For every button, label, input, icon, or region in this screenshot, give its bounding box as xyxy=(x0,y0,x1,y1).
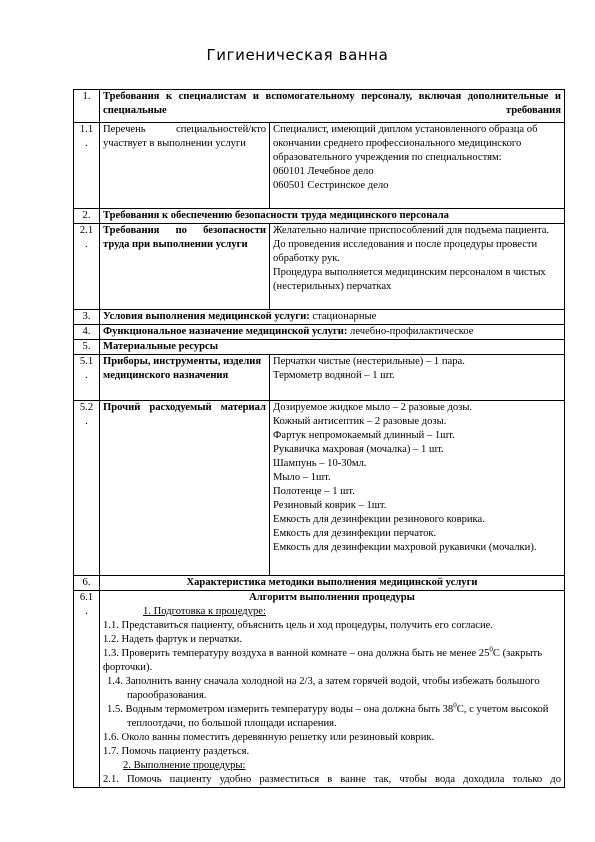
algorithm-step: 1.2. Надеть фартук и перчатки. xyxy=(103,634,242,645)
algorithm-step: 1.1. Представиться пациенту, объяснить цель и ход процедуры, получить его согласие. xyxy=(103,620,494,631)
row-content xyxy=(270,123,565,209)
section-heading xyxy=(100,310,565,325)
content-line: Шампунь – 10-30мл. xyxy=(273,458,367,469)
row-number: 4. xyxy=(74,325,100,340)
algorithm-step: 1.6. Около ванны поместить деревянную решетку или резиновый коврик. xyxy=(103,732,435,743)
content-line: 060501 Сестринское дело xyxy=(273,180,389,191)
content-line: Желательно наличие приспособлений для подъема пациента. xyxy=(273,225,550,236)
algorithm-heading: Алгоритм выполнения процедуры xyxy=(249,592,415,603)
table-row xyxy=(74,123,565,209)
procedure-table xyxy=(73,89,565,788)
algorithm-step: 1.3. Проверить температуру воздуха в ванной комнате – она должна быть не менее $25^0С$ (закрыть форточки). xyxy=(103,645,543,673)
algorithm-step: 1.5. Водным термометром измерить температуру воды – она должна быть $38^0С$, с учетом высокой теплоотдачи, по большой площади испарения. xyxy=(107,701,549,729)
content-line: Полотенце – 1 шт. xyxy=(273,486,355,497)
table-row xyxy=(74,325,565,340)
content-line: Процедура выполняется медицинским персоналом в чистых (нестерильных) перчатках xyxy=(273,267,546,292)
table-row xyxy=(74,209,565,224)
step-group-title: 2. Выполнение процедуры: xyxy=(123,760,246,771)
section-heading: Материальные ресурсы xyxy=(100,340,565,355)
section-heading: Характеристика методики выполнения медицинской услуги xyxy=(100,576,565,591)
table-row xyxy=(74,340,565,355)
row-number: 6.1 . xyxy=(74,591,100,788)
row-number: 5.2 . xyxy=(74,401,100,576)
content-line: Кожный антисептик – 2 разовые дозы. xyxy=(273,416,447,427)
row-label: Требования по безопасности труда при выполнении услуги xyxy=(100,224,270,310)
algorithm-step: 1.7. Помочь пациенту раздеться. xyxy=(103,746,250,757)
row-content xyxy=(270,401,565,576)
content-line: Термометр водяной – 1 шт. xyxy=(273,370,395,381)
row-number: 1.1 . xyxy=(74,123,100,209)
section-heading xyxy=(100,325,565,340)
row-number: 6. xyxy=(74,576,100,591)
table-row xyxy=(74,90,565,123)
table-row xyxy=(74,355,565,401)
heading-label: Функциональное назначение медицинской услуги: xyxy=(103,326,348,337)
algorithm-content xyxy=(100,591,565,788)
row-number: 3. xyxy=(74,310,100,325)
row-content xyxy=(270,224,565,310)
row-number: 5.1 . xyxy=(74,355,100,401)
table-row xyxy=(74,401,565,576)
section-heading: Требования к обеспечению безопасности труда медицинского персонала xyxy=(100,209,565,224)
page-title: Гигиеническая ванна xyxy=(206,46,389,64)
content-line: Дозируемое жидкое мыло – 2 разовые дозы. xyxy=(273,402,473,413)
row-number: 1. xyxy=(74,90,100,123)
row-label: Прочий расходуемый материал xyxy=(100,401,270,576)
row-number: 5. xyxy=(74,340,100,355)
heading-value: лечебно-профилактическое xyxy=(347,326,474,337)
step-group-title: 1. Подготовка к процедуре: xyxy=(143,606,266,617)
heading-value: стационарные xyxy=(309,311,377,322)
row-number: 2. xyxy=(74,209,100,224)
table-row xyxy=(74,310,565,325)
algorithm-step: 1.4. Заполнить ванну сначала холодной на 2/3, а затем горячей водой, чтобы избежать большого парообразования. xyxy=(107,676,540,701)
heading-label: Условия выполнения медицинской услуги: xyxy=(103,311,310,322)
content-line: 060101 Лечебное дело xyxy=(273,166,374,177)
content-line: Емкость для дезинфекции махровой рукавички (мочалки). xyxy=(273,542,537,553)
row-number: 2.1 . xyxy=(74,224,100,310)
table-row xyxy=(74,224,565,310)
table-row xyxy=(74,591,565,788)
content-line: Емкость для дезинфекции резинового коврика. xyxy=(273,514,485,525)
algorithm-step: 2.1. Помочь пациенту удобно разместиться в ванне так, чтобы вода доходила только до xyxy=(103,774,561,785)
content-line: Емкость для дезинфекции перчаток. xyxy=(273,528,437,539)
section-heading: Требования к специалистам и вспомогательному персоналу, включая дополнительные и специальные требования xyxy=(100,90,565,123)
content-line: Резиновый коврик – 1шт. xyxy=(273,500,387,511)
row-content xyxy=(270,355,565,401)
table-row xyxy=(74,576,565,591)
row-label: Перечень специальностей/кто участвует в выполнении услуги xyxy=(100,123,270,209)
content-line: Перчатки чистые (нестерильные) – 1 пара. xyxy=(273,356,465,367)
content-line: Мыло – 1шт. xyxy=(273,472,331,483)
content-line: Рукавичка махровая (мочалка) – 1 шт. xyxy=(273,444,444,455)
content-line: Специалист, имеющий диплом установленного образца об окончании среднего профессионального медицинского образовательного учреждения по специальностям: xyxy=(273,124,538,163)
content-line: Фартук непромокаемый длинный – 1шт. xyxy=(273,430,455,441)
content-line: До проведения исследования и после процедуры провести обработку рук. xyxy=(273,239,538,264)
row-label: Приборы, инструменты, изделия медицинского назначения xyxy=(100,355,270,401)
